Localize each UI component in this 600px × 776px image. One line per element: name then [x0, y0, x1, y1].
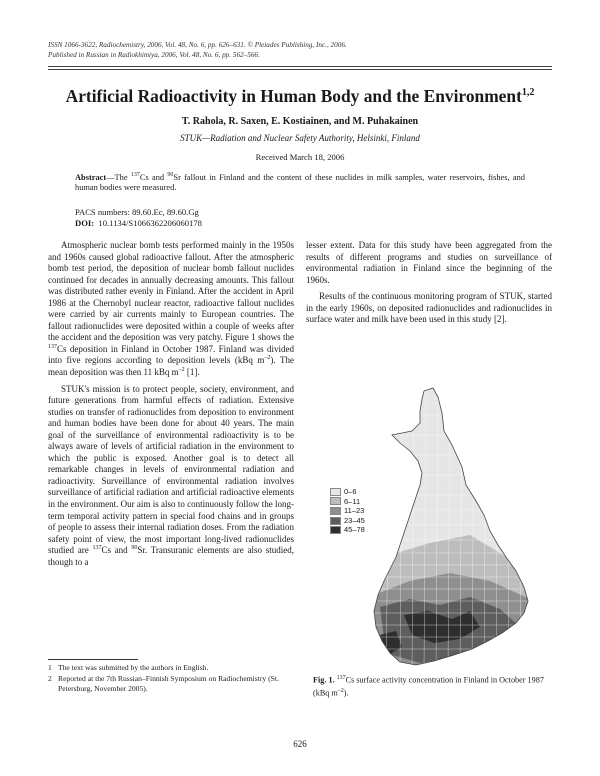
right-column — [306, 240, 552, 326]
header-rule-second — [48, 69, 552, 70]
doi: DOI: 10.1134/S1066362206060178 — [75, 218, 202, 228]
legend-swatch — [330, 517, 341, 525]
pacs-doi — [75, 207, 202, 229]
legend-swatch — [330, 507, 341, 515]
footnote-2: 2 Reported at the 7th Russian–Finnish Symposium on Radiochemistry (St. Petersburg, November 2005). — [48, 674, 279, 693]
map-legend — [330, 487, 365, 535]
received-date: Received March 18, 2006 — [255, 152, 345, 162]
paragraph: STUK's mission is to protect people, society, environment, and future generations from harmful effects of radiation. Extensive studies on transfer of radionuclides from deposition to environment and human bodies have been done for about 40 years. The main goal of the surveillance of environmental radioactivity is to be always aware of levels of artificial radiation in the environment to which the public is exposed. Another goal is to detect all remarkable changes in levels of environmental radiation and radioactivity. Surveillance of environmental radiation involves surveillance of artificial radiation and artificial radioactive elements in the environment. Our aim is also to continuously follow the long-term temporal activity pattern in special food chains and in groups of people to assess their internal radiation doses. From the radiation safety point of view, the most important long-lived radionuclides studied are $^{137}$Cs and $^{90}$Sr. Transuranic elements are also studied, though to a — [48, 383, 294, 567]
affiliation: STUK—Radiation and Nuclear Safety Authority, Helsinki, Finland — [180, 133, 420, 143]
paragraph: Results of the continuous monitoring program of STUK, started in the early 1960s, on deposited radionuclides and radionuclides in surface water and milk have been used in this study [2]. — [306, 291, 552, 325]
legend-swatch — [330, 526, 341, 534]
page-number: 626 — [293, 739, 307, 749]
legend-item: 11–23 — [330, 506, 365, 516]
article-title: Artificial Radioactivity in Human Body and the Environment$^{1,2}$ — [65, 86, 535, 106]
journal-header-line1: ISSN 1066-3622, Radiochemistry, 2006, Vol. 48, No. 6, pp. 626–631. © Pleiades Publishing, Inc., 2006. — [48, 41, 347, 49]
authors: T. Rahola, R. Saxen, E. Kostiainen, and M. Puhakainen — [181, 116, 419, 127]
legend-swatch — [330, 488, 341, 496]
journal-header-line2: Published in Russian in Radiokhimiya, 2006, Vol. 48, No. 6, pp. 562–566. — [48, 51, 260, 59]
footnote-rule — [48, 659, 138, 660]
legend-item: 23–45 — [330, 516, 365, 526]
footnote-1: 1 The text was submitted by the authors in English. — [48, 663, 209, 672]
figure-caption: Fig. 1. $^{137}$Cs surface activity concentration in Finland in October 1987 (kBq $m^{-2}$). — [313, 675, 544, 698]
legend-item: 6–11 — [330, 497, 365, 507]
paragraph: lesser extent. Data for this study have been aggregated from the results of different programs and studies on surveillance of environmental radiation in Finland since the beginning of the 1960s. — [306, 240, 552, 285]
legend-item: 0–6 — [330, 487, 365, 497]
abstract: Abstract—The $^{137}$Cs and $^{90}$Sr fallout in Finland and the content of these nuclides in milk samples, water reservoirs, fishes, and human bodies were measured. — [75, 172, 525, 193]
legend-swatch — [330, 497, 341, 505]
paragraph: Atmospheric nuclear bomb tests performed mainly in the 1950s and 1960s caused global radioactive fallout. After the atmospheric bomb test period, the deposition of nuclear bomb fallout nuclides continued for decades in annually decreasing amounts. This fallout was distributed rather evenly in Finland. After the accident in April 1986 at the Chernobyl nuclear reactor, radioactive fallout nuclides were carried by air currents mainly to European countries. The fallout radionuclides were deposited within a couple of weeks after the accident and the deposition was very patchy. Figure 1 shows the $^{137}$Cs deposition in Finland in October 1987. Finland was divided into five regions according to deposition levels (kBq $m^{-2}$). The mean deposition was then 11 kBq $m^{-2}$ [1]. — [48, 240, 294, 378]
pacs-numbers: PACS numbers: 89.60.Ec, 89.60.Gg — [75, 207, 199, 217]
left-column — [48, 240, 294, 568]
legend-item: 45–78 — [330, 525, 365, 535]
header-rule — [48, 66, 552, 67]
